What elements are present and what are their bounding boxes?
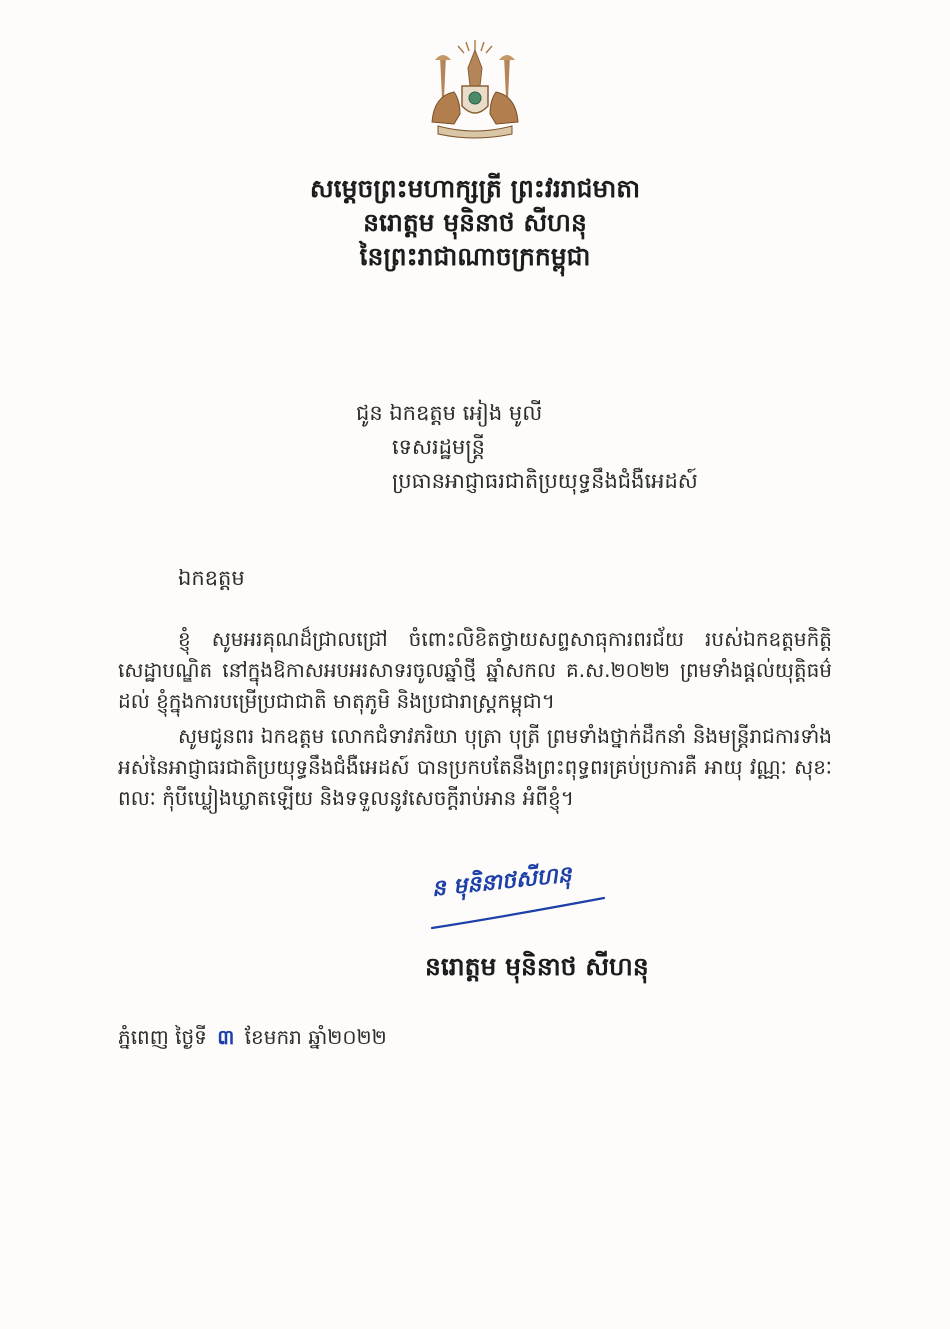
- letter-body: [118, 624, 832, 814]
- date-prefix: ភ្នំពេញ ថ្ងៃទី: [118, 1025, 207, 1049]
- date-line: [118, 1024, 387, 1054]
- sender-name: នរោត្តម មុនិនាថ សីហនុ: [363, 208, 587, 237]
- salutation: ឯកឧត្តម: [178, 566, 245, 590]
- body-paragraph-thanks: ខ្ញុំ សូមអរគុណដ៏ជ្រាលជ្រៅ ចំពោះលិខិតថ្វាយសព្ទសាធុការពរជ័យ របស់ឯកឧត្តមកិត្តិសេដ្ឋាបណ្ឌិត នៅក្នុងឱកាសអបអរសាទរចូលឆ្នាំថ្មី ឆ្នាំសកល គ.ស.២០២២ ព្រមទាំងផ្តល់យុត្តិធម៌ដល់ ខ្ញុំក្នុងការបម្រើប្រជាជាតិ មាតុភូមិ និងប្រជារាស្ត្រកម្ពុជា។: [118, 627, 832, 713]
- recipient-block: [356, 396, 776, 498]
- recipient-office: ប្រធានអាជ្ញាធរជាតិប្រយុទ្ធនឹងជំងឺអេដស៍: [392, 469, 698, 493]
- recipient-title: ទេសរដ្ឋមន្ត្រី: [392, 435, 485, 459]
- body-paragraph-wishes: សូមជូនពរ ឯកឧត្តម លោកជំទាវភរិយា បុត្រា បុត្រី ព្រមទាំងថ្នាក់ដឹកនាំ និងមន្ត្រីរាជការទាំងអស់នៃអាជ្ញាធរជាតិប្រយុទ្ធនឹងជំងឺអេដស៍ បានប្រកបតែនឹងព្រះពុទ្ធពរគ្រប់ប្រការគឺ អាយុ វណ្ណៈ សុខៈ ពលៈ កុំបីឃ្លៀងឃ្លាតឡើយ និងទទួលនូវសេចក្តីរាប់អាន អំពីខ្ញុំ។: [118, 724, 832, 810]
- date-day: ៣: [217, 1025, 235, 1049]
- sender-kingdom: នៃព្រះរាជាណាចក្រកម្ពុជា: [359, 242, 591, 271]
- royal-coat-of-arms-emblem: [420, 38, 530, 142]
- signer-name: នរោត្តម មុនិនាថ សីហនុ: [425, 952, 649, 981]
- signature-script: ន មុនិនាថសីហនុ: [430, 862, 573, 902]
- sender-title-block: [150, 172, 800, 274]
- recipient-to-line: ជូន ឯកឧត្តម អៀង មូលី: [356, 401, 543, 425]
- sender-title-line-1: សម្តេចព្រះមហាក្សត្រី ព្រះវររាជមាតា: [309, 174, 641, 203]
- date-suffix: ខែមករា ឆ្នាំ២០២២: [244, 1025, 387, 1049]
